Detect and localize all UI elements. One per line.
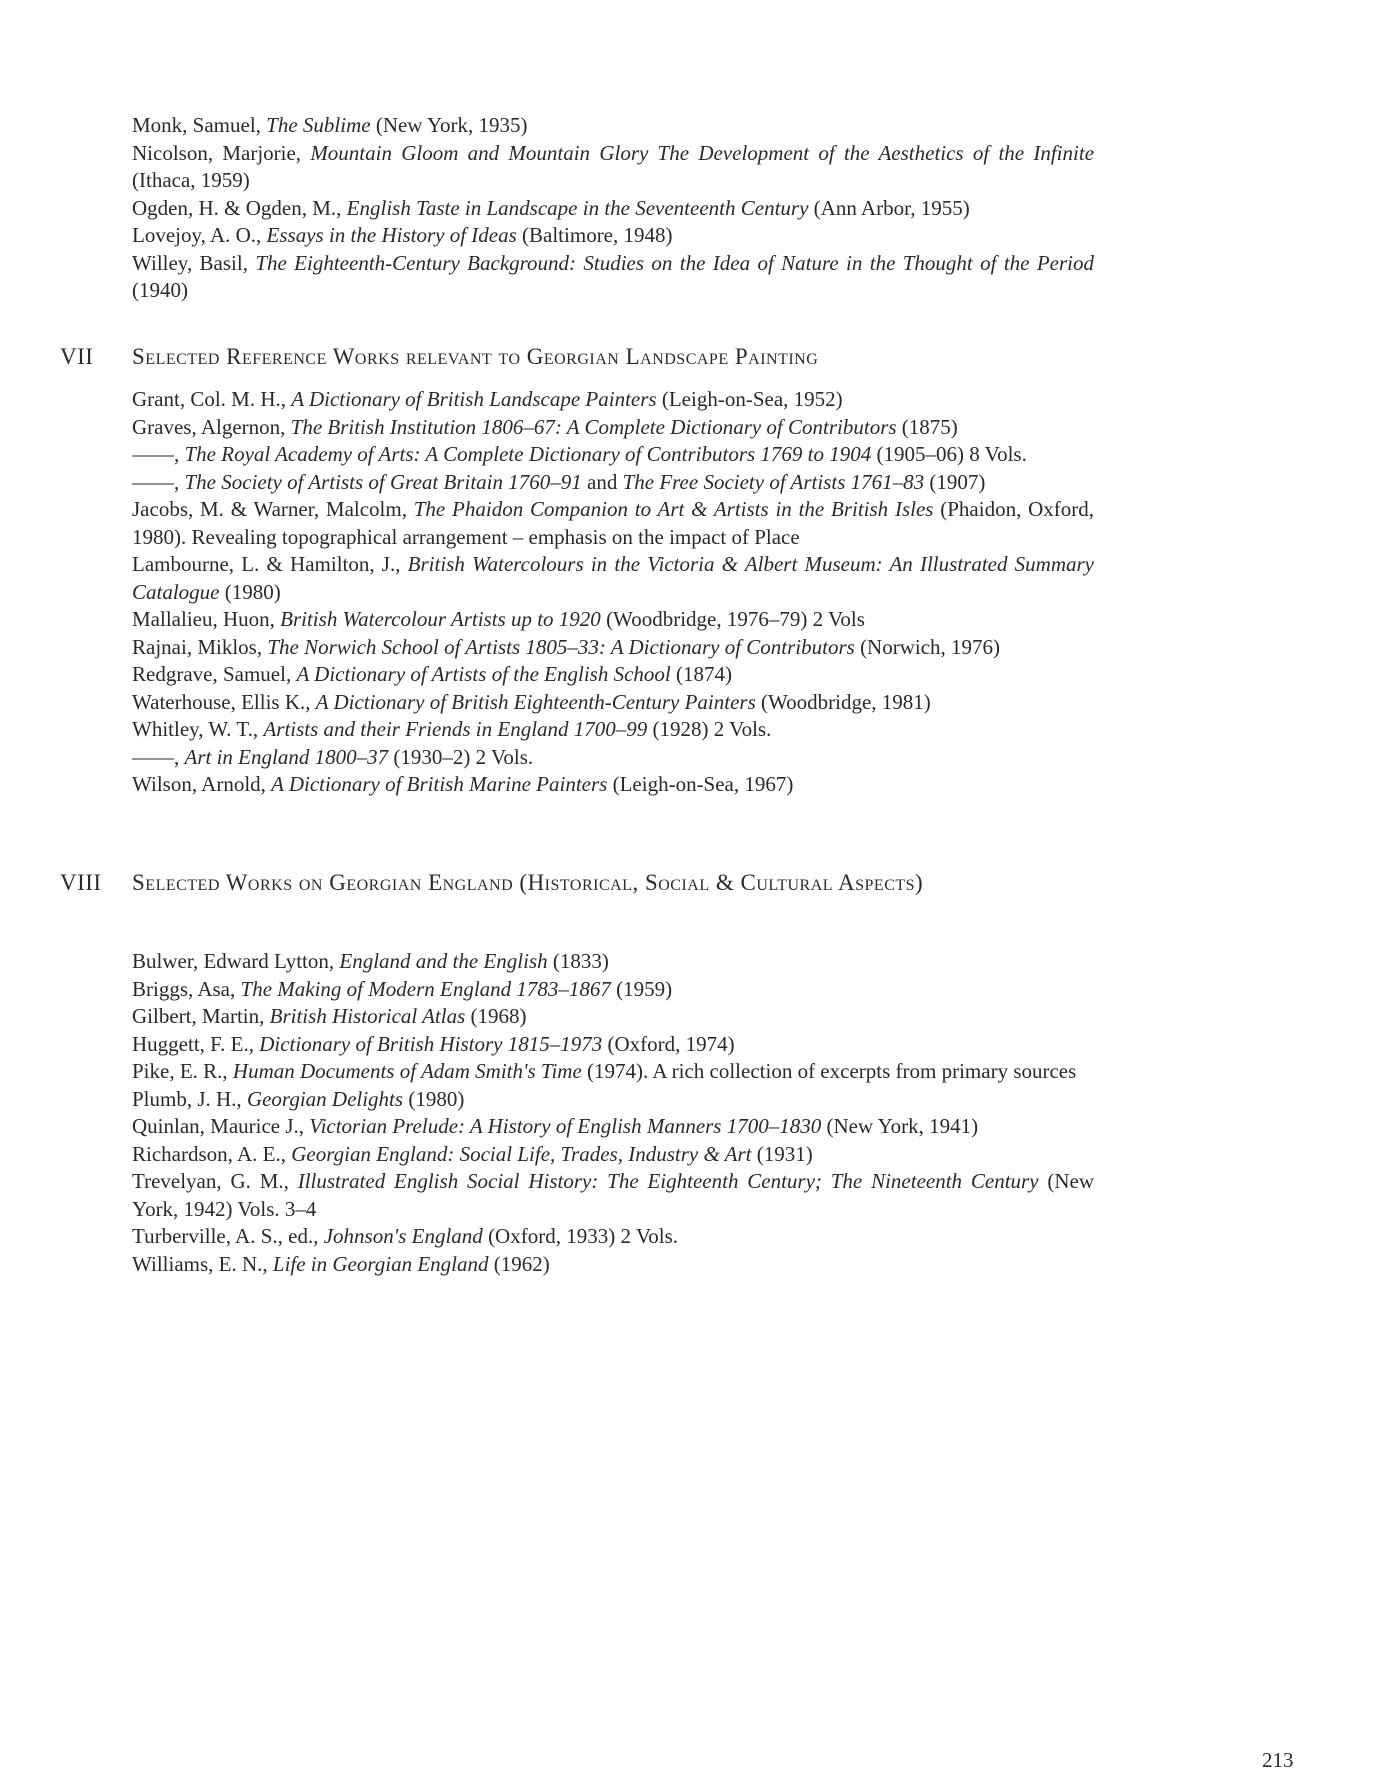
page-number: 213 [1262,1748,1294,1772]
entry-details: (1874) [670,662,733,686]
bibliography-entry [132,140,1094,195]
entry-title: Art in England 1800–37 [184,744,389,769]
entry-title: The Norwich School of Artists 1805–33: A Dictionary of Contributors [267,634,855,659]
entry-author: Huggett, F. E., [132,1031,260,1056]
entry-title: A Dictionary of British Marine Painters [271,772,608,796]
bibliography-entry [132,222,1094,250]
bibliography-entry [132,469,1094,497]
entry-details: (1980) [219,579,281,604]
entry-author: Rajnai, Miklos, [132,634,268,659]
entry-title: Artists and their Friends in England 1700–99 [263,717,648,741]
bibliography-entry [132,1113,1094,1141]
entry-title: Georgian England: Social Life, Trades, Industry & Art [291,1141,752,1166]
entry-details: (Baltimore, 1948) [516,223,673,247]
entry-title: The Eighteenth-Century Background: Studies on the Idea of Nature in the Thought of the Period [255,250,1094,275]
bibliography-entry [132,1223,1094,1251]
entry-details: (1875) [896,414,958,439]
entry-author: ——, [132,442,185,466]
entry-details: (Ann Arbor, 1955) [808,195,970,220]
entry-details: (Woodbridge, 1976–79) 2 Vols [600,607,865,631]
entry-author: Ogden, H. & Ogden, M., [132,195,347,220]
entry-title: Mountain Gloom and Mountain Glory The Development of the Aesthetics of the Infinite [310,140,1095,165]
entry-details: (New York, 1941) [821,1114,979,1138]
entry-author: Williams, E. N., [132,1251,273,1276]
entry-author: Lambourne, L. & Hamilton, J., [132,552,408,576]
bibliography-entry [132,1141,1094,1169]
entry-author: Redgrave, Samuel, [132,662,297,686]
entry-details: (Oxford, 1974) [602,1031,735,1056]
bibliography-entry [132,250,1094,305]
entry-author: Wilson, Arnold, [132,772,272,796]
bibliography-entry [132,976,1094,1004]
entry-title: Life in Georgian England [272,1251,489,1276]
entry-author: Waterhouse, Ellis K., [132,689,316,714]
entry-author: Trevelyan, G. M., [132,1169,298,1193]
entry-details: (Leigh-on-Sea, 1967) [607,772,794,796]
entry-details: (1833) [547,949,609,973]
entry-author: Lovejoy, A. O., [132,223,267,247]
bibliography-entry [132,1251,1094,1279]
entry-author: Quinlan, Maurice J., [132,1114,310,1138]
bibliography-entry [132,606,1094,634]
entry-title: England and the English [339,949,548,973]
entry-author: Grant, Col. M. H., [132,387,292,411]
entry-title: Georgian Delights [246,1086,404,1111]
entry-title: A Dictionary of British Eighteenth-Century Painters [315,689,756,714]
bibliography-entry [132,441,1094,469]
bibliography-entry [132,414,1094,442]
section-number: VIII [60,870,102,895]
entry-details: (1931) [751,1141,813,1166]
entry-details: (1980) [403,1086,465,1111]
bibliography-entry [132,689,1094,717]
entry-details: (1968) [465,1004,527,1028]
entry-details: (Leigh-on-Sea, 1952) [656,387,843,411]
section-vii-entries [132,386,1094,799]
bibliography-entry [132,948,1094,976]
entry-author: Graves, Algernon, [132,414,291,439]
entry-title: Johnson's England [323,1224,483,1248]
entry-author: Briggs, Asa, [132,976,241,1001]
entry-author: Monk, Samuel, [132,113,267,137]
entry-title: The British Institution 1806–67: A Complete Dictionary of Contributors [290,414,897,439]
entry-details: (1928) 2 Vols. [647,717,772,741]
entry-details: (1905–06) 8 Vols. [871,442,1027,466]
entry-details: (1974). A rich collection of excerpts from primary sources [581,1059,1077,1083]
entry-details: (1930–2) 2 Vols. [388,744,534,769]
bibliography-entry [132,716,1094,744]
bibliography-entry [132,1086,1094,1114]
entry-title: A Dictionary of British Landscape Painters [291,387,657,411]
entry-title: Illustrated English Social History: The Eighteenth Century; The Nineteenth Century [297,1169,1039,1193]
entry-details: (Phaidon, Oxford, 1980). Revealing topographical arrangement – emphasis on the impact of Place [132,497,1095,549]
entry-title: British Watercolour Artists up to 1920 [280,607,601,631]
entry-author: ——, [132,744,185,769]
entry-title: The Free Society of Artists 1761–83 [622,469,925,494]
bibliography-entry [132,195,1094,223]
bibliography-entry [132,112,1094,140]
bibliography-entry [132,551,1094,606]
bibliography-entry [132,744,1094,772]
entry-title: Victorian Prelude: A History of English Manners 1700–1830 [309,1114,822,1138]
section-title: Selected Reference Works relevant to Georgian Landscape Painting [132,344,819,369]
entry-title: A Dictionary of Artists of the English School [296,662,671,686]
entry-details: (1962) [488,1251,550,1276]
entry-title: The Royal Academy of Arts: A Complete Dictionary of Contributors 1769 to 1904 [184,442,872,466]
section-viii-entries [132,948,1094,1278]
entry-details: (Norwich, 1976) [854,634,1001,659]
entry-title: English Taste in Landscape in the Seventeenth Century [346,195,809,220]
entry-author: Mallalieu, Huon, [132,607,281,631]
entry-details: (Woodbridge, 1981) [755,689,931,714]
entry-title: The Society of Artists of Great Britain 1760–91 [184,469,582,494]
entry-title: Dictionary of British History 1815–1973 [259,1031,603,1056]
bibliography-entry [132,1168,1094,1223]
entry-author: Nicolson, Marjorie, [132,140,311,165]
bibliography-entry [132,1058,1094,1086]
entry-title: Human Documents of Adam Smith's Time [232,1059,582,1083]
section-number: VII [60,344,94,369]
entry-author: Turberville, A. S., ed., [132,1224,324,1248]
entry-details: (Ithaca, 1959) [132,168,250,192]
entry-author: Bulwer, Edward Lytton, [132,949,340,973]
bibliography-entry [132,634,1094,662]
entry-author: Richardson, A. E., [132,1141,292,1166]
bibliography-entry [132,661,1094,689]
entry-author: Willey, Basil, [132,250,256,275]
intro-entries [132,112,1094,305]
entry-title: British Watercolours in the Victoria & Albert Museum: An Illustrated Summary Catalogue [132,552,1094,604]
entry-title: The Phaidon Companion to Art & Artists in the British Isles [413,497,934,521]
entry-details: (1907) [924,469,986,494]
entry-details: (1959) [610,976,673,1001]
bibliography-entry [132,1031,1094,1059]
entry-author: Gilbert, Martin, [132,1004,270,1028]
entry-details: (1940) [132,278,188,302]
bibliography-entry [132,496,1094,551]
bibliography-entry [132,771,1094,799]
entry-title: Essays in the History of Ideas [266,223,517,247]
entry-title: The Sublime [266,113,371,137]
bibliography-entry [132,386,1094,414]
entry-title: The Making of Modern England 1783–1867 [240,976,611,1001]
bibliography-entry [132,1003,1094,1031]
entry-author: Whitley, W. T., [132,717,264,741]
entry-title: British Historical Atlas [269,1004,466,1028]
entry-details: (New York, 1935) [370,113,528,137]
entry-author: ——, [132,469,185,494]
section-title: Selected Works on Georgian England (Historical, Social & Cultural Aspects) [132,870,924,895]
entry-connector: and [581,469,623,494]
entry-author: Pike, E. R., [132,1059,233,1083]
entry-author: Plumb, J. H., [132,1086,247,1111]
entry-details: (New York, 1942) Vols. 3–4 [132,1169,1095,1221]
entry-details: (Oxford, 1933) 2 Vols. [482,1224,679,1248]
entry-author: Jacobs, M. & Warner, Malcolm, [132,497,414,521]
